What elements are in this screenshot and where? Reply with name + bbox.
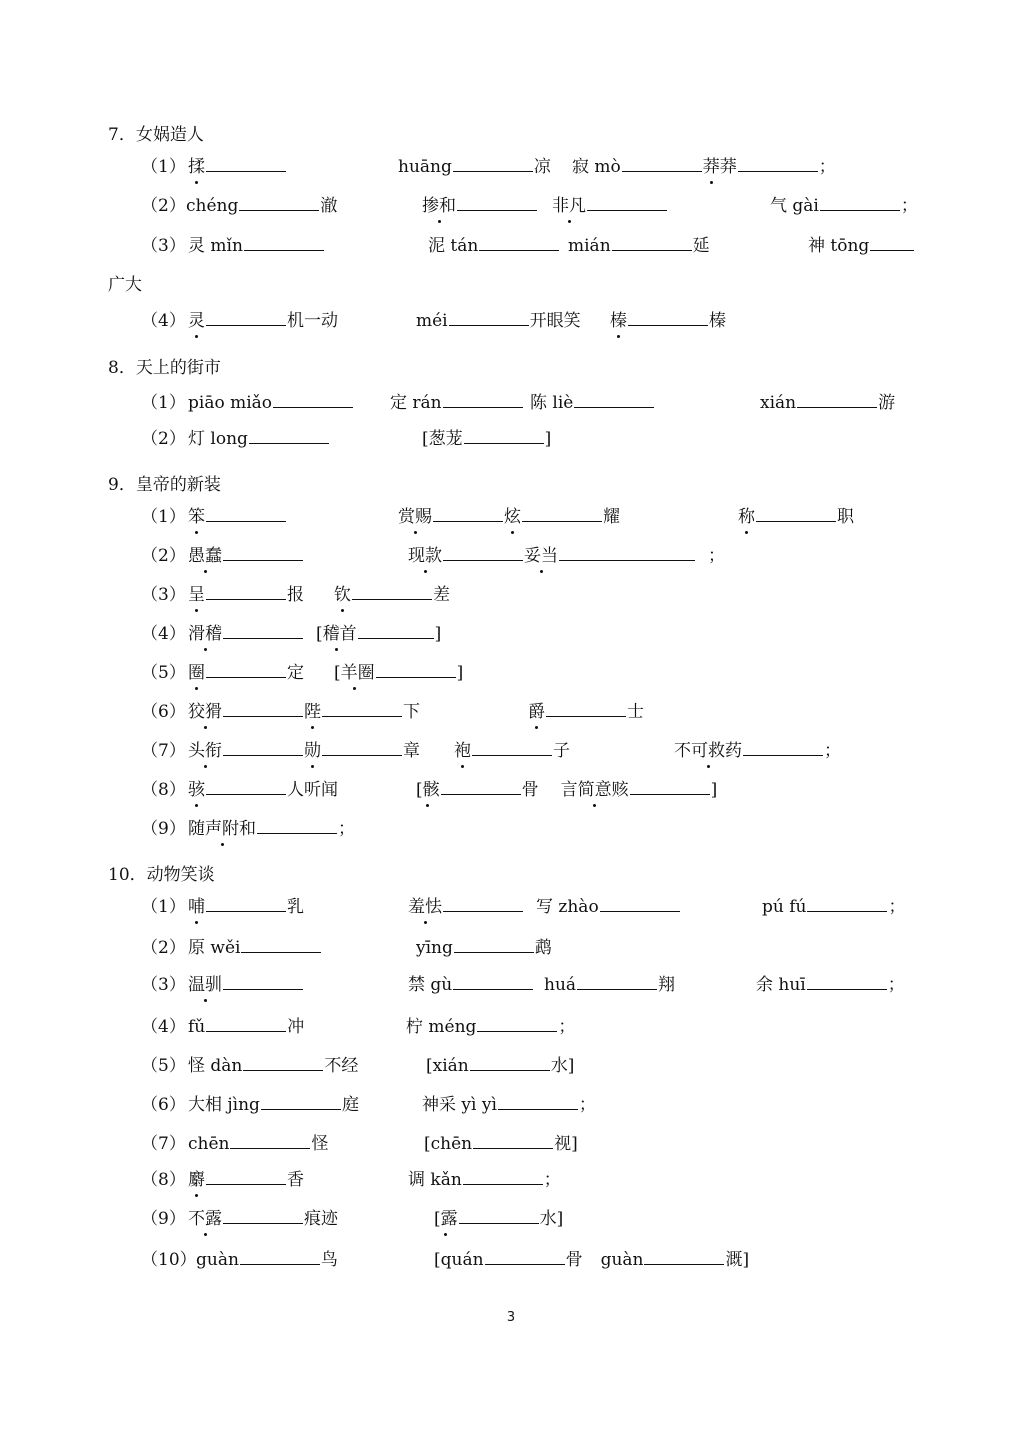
answer-blank[interactable] <box>449 324 529 326</box>
answer-blank[interactable] <box>322 715 402 717</box>
answer-blank[interactable] <box>756 520 836 522</box>
fill-item: mián 延 <box>568 236 710 256</box>
item-number: （4） <box>141 311 186 331</box>
fill-item: huá 翔 <box>544 975 676 995</box>
fill-item: 怪 dàn 不经 <box>188 1056 359 1076</box>
answer-blank[interactable] <box>206 676 286 678</box>
fill-item: 哺 乳 <box>188 897 304 917</box>
answer-blank[interactable] <box>459 1222 539 1224</box>
answer-blank[interactable] <box>223 559 303 561</box>
answer-blank[interactable] <box>223 637 303 639</box>
answer-blank[interactable] <box>243 1069 323 1071</box>
fill-item: pú fú ； <box>762 897 906 917</box>
answer-blank[interactable] <box>443 406 523 408</box>
fill-item: [葱茏 ] <box>422 429 552 449</box>
fill-item: 神采 yì yì ； <box>422 1095 596 1115</box>
fill-item: 寂 mò 莽莽 ； <box>572 157 836 177</box>
answer-blank[interactable] <box>206 598 286 600</box>
fill-item: 随声附和 ； <box>188 819 355 839</box>
item-number: （1） <box>141 507 186 527</box>
answer-blank[interactable] <box>457 209 537 211</box>
fill-item: [骸 骨 言简意赅 ] <box>416 780 718 800</box>
answer-blank[interactable] <box>644 1263 724 1265</box>
fill-item: huāng 凉 <box>398 157 551 177</box>
fill-item: méi 开眼笑 <box>416 311 581 331</box>
fill-item: 陈 liè <box>530 393 655 413</box>
fill-item: 灵 机一动 <box>188 311 338 331</box>
answer-blank[interactable] <box>559 559 695 561</box>
fill-item: chéng 澈 <box>186 196 338 216</box>
answer-blank[interactable] <box>441 793 521 795</box>
answer-blank[interactable] <box>630 793 710 795</box>
answer-blank[interactable] <box>433 520 503 522</box>
fill-item: 揉 <box>188 157 287 177</box>
fill-item: 灯 long <box>188 429 330 449</box>
answer-blank[interactable] <box>322 754 402 756</box>
answer-blank[interactable] <box>206 910 286 912</box>
item-number: （10） <box>141 1250 197 1270</box>
fill-item: 骇 人听闻 <box>188 780 338 800</box>
fill-item: 柠 méng ； <box>406 1017 576 1037</box>
answer-blank[interactable] <box>261 1108 341 1110</box>
answer-blank[interactable] <box>257 832 337 834</box>
fill-item: 袍 子 <box>454 741 570 761</box>
fill-item: 泥 tán <box>428 236 560 256</box>
fill-item: [xián 水] <box>426 1056 575 1076</box>
item-number: （5） <box>141 1056 186 1076</box>
answer-blank[interactable] <box>498 1108 578 1110</box>
answer-blank[interactable] <box>244 249 324 251</box>
fill-item: 愚蠢 <box>188 546 304 566</box>
answer-blank[interactable] <box>470 1069 550 1071</box>
answer-blank[interactable] <box>463 1183 543 1185</box>
item-number: （5） <box>141 663 186 683</box>
item-number: （2） <box>141 429 186 449</box>
answer-blank[interactable] <box>522 520 602 522</box>
item-number: （7） <box>141 1134 186 1154</box>
answer-blank[interactable] <box>376 676 456 678</box>
fill-item: 麝 香 <box>188 1170 304 1190</box>
item-number: （1） <box>141 897 186 917</box>
item-number: （2） <box>141 196 186 216</box>
fill-item: chēn 怪 <box>188 1134 329 1154</box>
answer-blank[interactable] <box>454 951 534 953</box>
answer-blank[interactable] <box>206 1183 286 1185</box>
item-number: （1） <box>141 157 186 177</box>
answer-blank[interactable] <box>477 1030 557 1032</box>
answer-blank[interactable] <box>574 406 654 408</box>
answer-blank[interactable] <box>223 988 303 990</box>
section-title-7: 7．女娲造人 <box>108 125 204 145</box>
answer-blank[interactable] <box>443 559 523 561</box>
item-number: （9） <box>141 1209 186 1229</box>
fill-item: 呈 报 <box>188 585 304 605</box>
answer-blank[interactable] <box>443 910 523 912</box>
answer-blank[interactable] <box>206 170 286 172</box>
fill-item: 禁 gù <box>408 975 534 995</box>
answer-blank[interactable] <box>453 170 533 172</box>
answer-blank[interactable] <box>230 1147 310 1149</box>
fill-item: xián 游 <box>760 393 896 413</box>
answer-blank[interactable] <box>206 324 286 326</box>
fill-item: 现款 妥当 ； <box>408 546 725 566</box>
answer-blank[interactable] <box>464 442 544 444</box>
answer-blank[interactable] <box>223 715 303 717</box>
fill-item: 写 zhào <box>536 897 681 917</box>
item-number: （1） <box>141 393 186 413</box>
fill-item: 羞怯 <box>408 897 524 917</box>
answer-blank[interactable] <box>240 1263 320 1265</box>
answer-blank[interactable] <box>600 910 680 912</box>
item-number: （6） <box>141 702 186 722</box>
item-number: （6） <box>141 1095 186 1115</box>
fill-item: 头衔 勋 章 <box>188 741 420 761</box>
page-number: 3 <box>506 1310 516 1325</box>
fill-item: 调 kǎn ； <box>408 1170 561 1190</box>
item-number: （9） <box>141 819 186 839</box>
fill-item: 掺和 <box>422 196 538 216</box>
answer-blank[interactable] <box>473 1147 553 1149</box>
fill-item: [quán 骨 guàn 溉] <box>434 1250 750 1270</box>
fill-item: 大相 jìng 庭 <box>188 1095 359 1115</box>
answer-blank[interactable] <box>485 1263 565 1265</box>
fill-item: piāo miǎo <box>188 393 354 413</box>
answer-blank[interactable] <box>743 754 823 756</box>
item-number: （8） <box>141 780 186 800</box>
fill-item: [露 水] <box>434 1209 564 1229</box>
item-number: （2） <box>141 546 186 566</box>
section-title-9: 9．皇帝的新装 <box>108 475 221 495</box>
item-number: （3） <box>141 236 186 256</box>
fill-item: 钦 差 <box>334 585 450 605</box>
answer-blank[interactable] <box>546 715 626 717</box>
answer-blank[interactable] <box>206 793 286 795</box>
answer-blank[interactable] <box>587 209 667 211</box>
fill-item: [羊圈 ] <box>334 663 464 683</box>
fill-item: [chēn 视] <box>424 1134 578 1154</box>
fill-item-continued: 广大 <box>108 275 142 295</box>
answer-blank[interactable] <box>206 1030 286 1032</box>
answer-blank[interactable] <box>628 324 708 326</box>
fill-item: yīng 鹉 <box>416 938 552 958</box>
fill-item: 圈 定 <box>188 663 304 683</box>
fill-item: 笨 <box>188 507 287 527</box>
section-title-10: 10．动物笑谈 <box>108 865 215 885</box>
fill-item: fǔ 冲 <box>188 1017 305 1037</box>
answer-blank[interactable] <box>453 988 533 990</box>
fill-item: 称 职 <box>738 507 854 527</box>
item-number: （4） <box>141 1017 186 1037</box>
fill-item: 定 rán <box>390 393 524 413</box>
item-number: （3） <box>141 975 186 995</box>
fill-item: [稽首 ] <box>316 624 442 644</box>
item-number: （3） <box>141 585 186 605</box>
answer-blank[interactable] <box>273 406 353 408</box>
answer-blank[interactable] <box>870 249 914 251</box>
answer-blank[interactable] <box>472 754 552 756</box>
fill-item: 余 huī ； <box>756 975 905 995</box>
answer-blank[interactable] <box>622 170 702 172</box>
answer-blank[interactable] <box>249 442 329 444</box>
answer-blank[interactable] <box>241 951 321 953</box>
item-number: （8） <box>141 1170 186 1190</box>
answer-blank[interactable] <box>223 754 303 756</box>
answer-blank[interactable] <box>358 637 434 639</box>
answer-blank[interactable] <box>479 249 559 251</box>
answer-blank[interactable] <box>807 910 887 912</box>
answer-blank[interactable] <box>820 209 900 211</box>
fill-item: 赏赐 炫 耀 <box>398 507 620 527</box>
answer-blank[interactable] <box>239 209 319 211</box>
fill-item: 爵 士 <box>528 702 644 722</box>
item-number: （4） <box>141 624 186 644</box>
fill-item: 神 tōng <box>808 236 915 256</box>
fill-item: 榛 榛 <box>610 311 726 331</box>
fill-item: 狡猾 陛 下 <box>188 702 420 722</box>
fill-item: 不可救药 ； <box>674 741 841 761</box>
answer-blank[interactable] <box>612 249 692 251</box>
fill-item: 原 wěi <box>188 938 322 958</box>
fill-item: 非凡 <box>552 196 668 216</box>
fill-item: 温驯 <box>188 975 304 995</box>
answer-blank[interactable] <box>738 170 818 172</box>
fill-item: 灵 mǐn <box>188 236 325 256</box>
fill-item: guàn 鸟 <box>196 1250 338 1270</box>
fill-item: 气 gài ； <box>770 196 918 216</box>
item-number: （7） <box>141 741 186 761</box>
answer-blank[interactable] <box>577 988 657 990</box>
fill-item: 滑稽 <box>188 624 304 644</box>
fill-item: 不露 痕迹 <box>188 1209 338 1229</box>
answer-blank[interactable] <box>797 406 877 408</box>
answer-blank[interactable] <box>352 598 432 600</box>
item-number: （2） <box>141 938 186 958</box>
answer-blank[interactable] <box>206 520 286 522</box>
answer-blank[interactable] <box>223 1222 303 1224</box>
answer-blank[interactable] <box>807 988 887 990</box>
section-title-8: 8．天上的街市 <box>108 358 221 378</box>
